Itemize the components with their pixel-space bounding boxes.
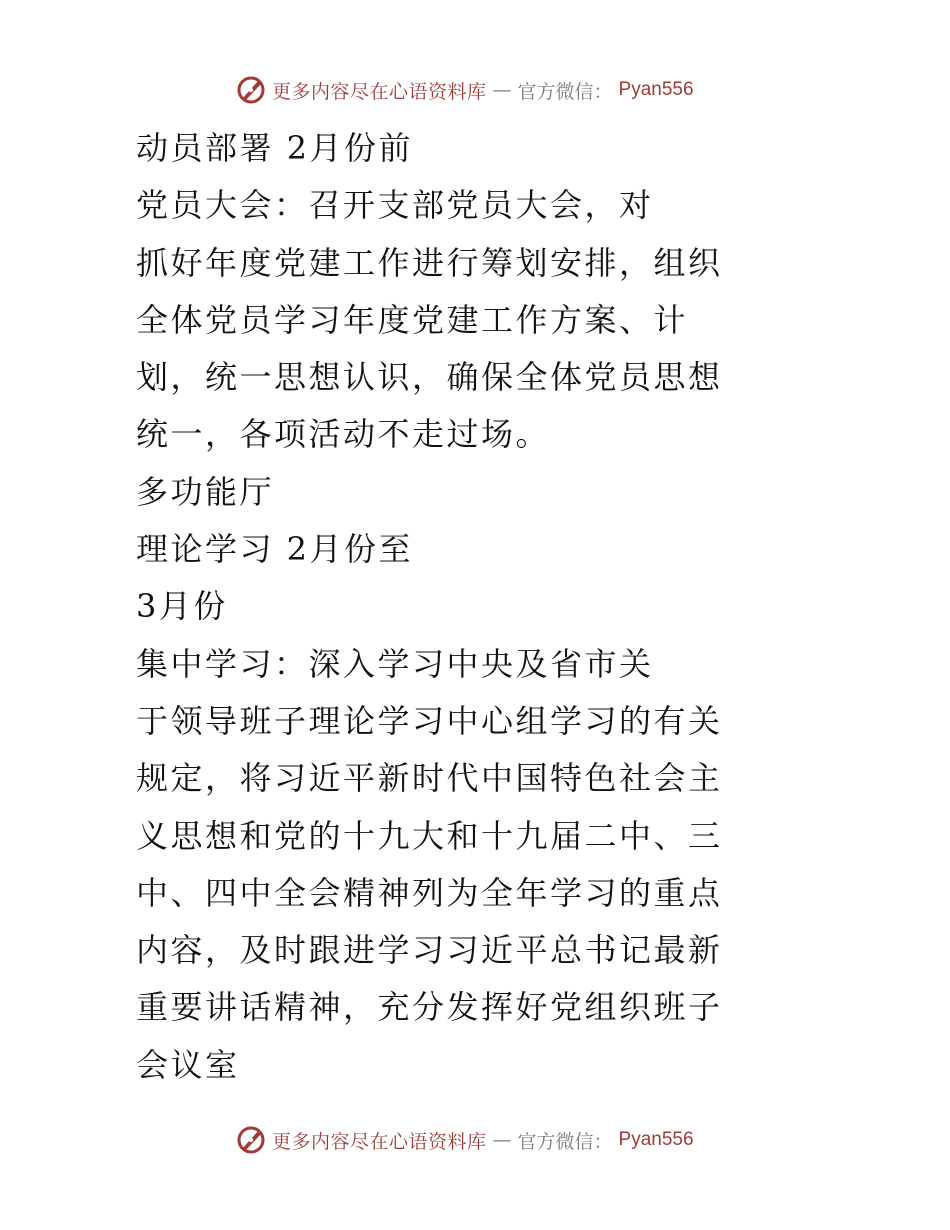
text-line: 集中学习：深入学习中央及省市关 [136,644,654,683]
text-line: 3月份 [136,587,228,626]
banner-wechat-label: 官方微信： [517,1130,613,1153]
text-line: 抓好年度党建工作进行筹划安排，组织 [136,243,723,282]
text-line: 义思想和党的十九大和十九届二中、三 [136,816,723,855]
text-line: 理论学习 2月份至 [136,530,414,569]
banner-text: 更多内容尽在心语资料库 [272,80,487,103]
text-line: 会议室 [136,1045,240,1084]
banner-separator: — [492,1129,512,1151]
text-line: 全体党员学习年度党建工作方案、计 [136,300,689,339]
text-line: 多功能厅 [136,472,275,511]
banner-wechat-label: 官方微信： [517,80,613,103]
text-line: 规定，将习近平新时代中国特色社会主 [136,759,723,798]
banner-wechat-id: Pyan556 [618,79,694,100]
banner-separator: — [492,79,512,101]
banner-wechat-id: Pyan556 [618,1129,694,1150]
text-line: 中、四中全会精神列为全年学习的重点 [136,873,723,912]
footer-watermark-banner [236,1122,756,1158]
banner-text: 更多内容尽在心语资料库 [272,1130,487,1153]
text-line: 动员部署 2月份前 [136,129,414,167]
quill-pen-logo-icon [236,75,266,105]
document-body [136,120,736,1094]
quill-pen-logo-icon [236,1125,266,1155]
header-watermark-banner [236,72,756,108]
text-line: 重要讲话精神，充分发挥好党组织班子 [136,988,723,1027]
text-line: 划，统一思想认识，确保全体党员思想 [136,358,723,397]
text-line: 于领导班子理论学习中心组学习的有关 [136,701,723,740]
text-line: 统一，各项活动不走过场。 [136,415,551,454]
text-line: 党员大会：召开支部党员大会，对 [136,186,654,225]
text-line: 内容，及时跟进学习习近平总书记最新 [136,931,723,970]
